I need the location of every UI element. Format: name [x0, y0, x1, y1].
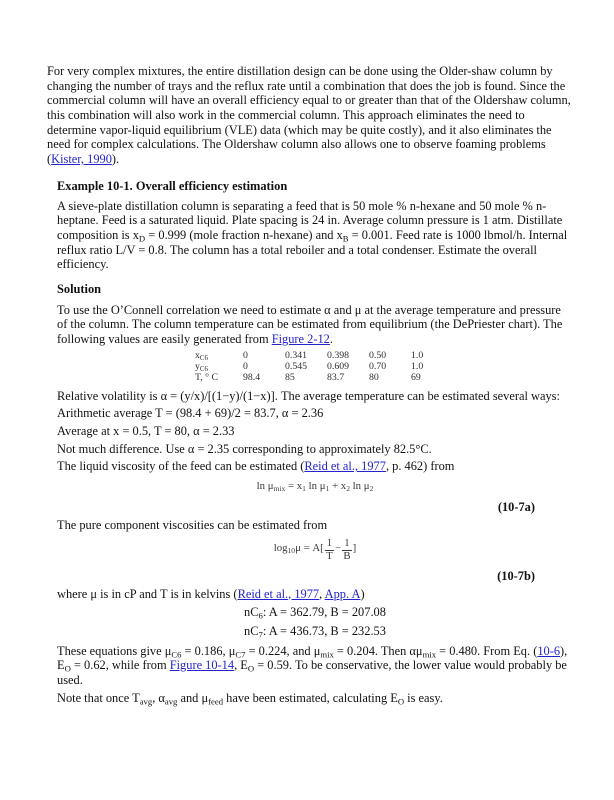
reid-1977-link-2[interactable]: Reid et al., 1977 [237, 586, 320, 601]
fraction-1-over-T: $\frac{1}{T}$ [326, 537, 333, 562]
table-cell: 80 [369, 371, 379, 383]
row-label-temperature: T, ° C [195, 371, 219, 383]
table-cell: 85 [285, 371, 295, 383]
nc6-constants-line: $nC_6$: A = 362.79, B = 207.08 [244, 605, 386, 621]
table-cell: 0.70 [369, 360, 387, 372]
row-label-y-sub: C6 [199, 365, 208, 373]
equation-number-10-7a: (10-7a) [497, 499, 535, 514]
equilibrium-data-table [195, 351, 453, 384]
table-cell: 0.609 [327, 360, 350, 372]
units-text-2: , [319, 586, 325, 601]
table-row-x [195, 351, 453, 362]
table-row-temperature [195, 373, 453, 384]
subscript-b: B [342, 233, 349, 244]
nc7-constants-line: $nC_7$: A = 436.73, B = 232.53 [244, 623, 386, 640]
units-line [57, 587, 573, 602]
table-cell: 0 [243, 360, 248, 372]
row-label-y: y [195, 360, 200, 372]
statement-text-2: = 0.999 (mole fraction n-hexane) and x [145, 227, 343, 242]
viscosity-lead-text-2: , p. 462) from [385, 459, 455, 474]
intro-text-2: ). [111, 152, 120, 167]
statement-text-1: A sieve-plate distillation column is separating a feed that is 50 mole % n-hexane and 50 mole % n-heptane. Feed is a saturated liquid. Plate spacing is 24 in. Average column pressure is 1 atm. Distillate composition is x [57, 198, 563, 242]
figure-2-12-link[interactable]: Figure 2-12 [271, 332, 330, 346]
table-cell: 0.50 [369, 349, 387, 361]
average-at-x-line: Average at x = 0.5, T = 80, α = 2.33 [57, 423, 235, 438]
table-cell: 69 [411, 371, 421, 383]
table-row-y [195, 362, 453, 373]
example-section [57, 179, 573, 706]
table-cell: 0.545 [285, 360, 308, 372]
units-text-3: ) [360, 586, 365, 601]
kister-1990-link[interactable]: Kister, 1990 [51, 152, 112, 167]
reid-1977-link[interactable]: Reid et al., 1977 [304, 459, 386, 474]
arithmetic-average-line: Arithmetic average T = (98.4 + 69)/2 = 83.7, α = 2.36 [57, 406, 324, 421]
statement-text-3: = 0.001. Feed rate is 1000 lbmol/h. Internal reflux ratio L/V = 0.8. The column has a total reboiler and a total condenser. Estimate the overall efficiency. [57, 227, 568, 272]
table-cell: 1.0 [411, 349, 424, 361]
row-label-x-sub: C6 [199, 354, 208, 362]
example-statement [57, 199, 573, 272]
note-paragraph: Note that once $T_{avg}$, $\alpha_{avg}$ and $\mu_{feed}$ have been estimated, calculating $E_O$ is easy. [57, 690, 443, 707]
table-cell: 1.0 [411, 360, 424, 372]
viscosity-lead-text-1: The liquid viscosity of the feed can be estimated ( [57, 459, 305, 474]
table-cell: 0.341 [285, 349, 308, 361]
table-cell: 83.7 [327, 371, 345, 383]
intro-text-1: For very complex mixtures, the entire distillation design can be done using the Older-shaw column by changing the number of trays and the reflux rate until a combination that does the job is found. Since the commercial column will have an overall efficiency equal to or greater than that of the Oldershaw column, this combination will also work in the commercial column. This approach eliminates the need to determine vapor-liquid equilibrium (VLE) data (which may be quite costly), and it also eliminates the need for complex calculations. The Oldershaw column also allows one to observe foaming problems ( [47, 64, 571, 167]
table-cell: 98.4 [243, 371, 261, 383]
row-label-x: x [195, 349, 200, 361]
units-text-1: where μ is in cP and T is in kelvins ( [57, 586, 238, 601]
results-paragraph: These equations give $\mu_{C6} = 0.186$, $\mu_{C7} = 0.224$, and $\mu_{mix} = 0.204$. Then $\alpha\mu_{mix} = 0.480$. From Eq. (10-6), $E_O = 0.62$, while from Figure 10-14, $E_O = 0.59$. To be conservative, the lower value would probably be used. [57, 643, 568, 687]
solution-heading: Solution [57, 281, 102, 296]
table-cell: 0.398 [327, 349, 350, 361]
intro-paragraph [47, 64, 573, 167]
solution-intro-text: To use the O’Connell correlation we need to estimate α and μ at the average temperature and pressure of the column. The column temperature can be estimated from equilibrium (the DePriester chart). The following values are easily generated from [57, 302, 563, 346]
solution-intro-paragraph [57, 303, 573, 347]
equation-10-7b: $\log_{10}\mu = A$[ $\frac{1}{T}$ − $\frac{1}{B}$ ] [273, 537, 357, 562]
figure-10-14-link[interactable]: Figure 10-14 [169, 658, 235, 673]
fraction-1-over-B: $\frac{1}{B}$ [343, 537, 351, 562]
eq-10-6-link[interactable]: 10-6 [537, 643, 561, 658]
viscosity-lead-line [57, 459, 573, 474]
pure-component-lead-line: The pure component viscosities can be estimated from [57, 517, 328, 532]
solution-intro-period: . [329, 332, 333, 346]
equation-10-7a: $\ln \mu_{mix} = x_1$ $\ln \mu_1 + x_2$ $\ln \mu_2$ [256, 480, 374, 494]
subscript-d: D [138, 233, 146, 244]
conclusion-line: Not much difference. Use α = 2.35 corresponding to approximately 82.5°C. [57, 441, 432, 456]
table-cell: 0 [243, 349, 248, 361]
app-a-link[interactable]: App. A [324, 586, 361, 601]
relative-volatility-paragraph: Relative volatility is α = (y/x)/[(1−y)/(1−x)]. The average temperature can be estimated several ways: [57, 388, 560, 403]
equation-number-10-7b: (10-7b) [497, 568, 535, 583]
example-heading: Example 10-1. Overall efficiency estimation [57, 178, 288, 193]
